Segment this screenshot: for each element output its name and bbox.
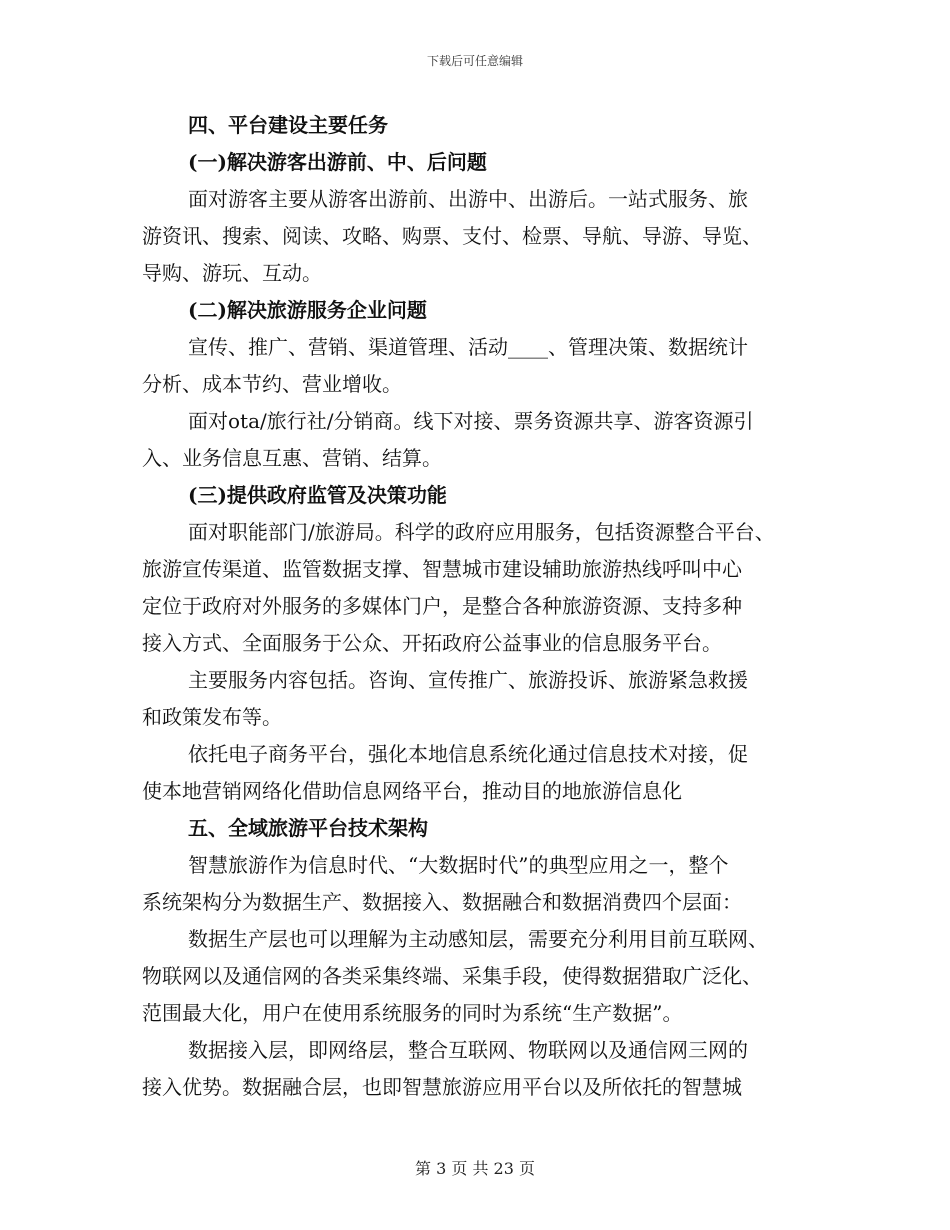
paragraph-line: 数据接入层，即网络层，整合互联网、物联网以及通信网三网的 <box>188 1038 748 1062</box>
paragraph-line: 物联网以及通信网的各类采集终端、采集手段，使得数据猎取广泛化、 <box>142 964 762 988</box>
paragraph-line: 范围最大化，用户在使用系统服务的同时为系统“生产数据”。 <box>142 1001 683 1025</box>
section-heading: 五、全域旅游平台技术架构 <box>188 816 428 840</box>
subsection-heading: (一)解决游客出游前、中、后问题 <box>188 150 487 174</box>
subsection-heading: (三)提供政府监管及决策功能 <box>188 483 447 507</box>
paragraph-line: 定位于政府对外服务的多媒体门户，是整合各种旅游资源、支持多种 <box>142 594 742 618</box>
page-header: 下载后可任意编辑 <box>426 54 523 68</box>
paragraph-line: 面对ota/旅行社/分销商。线下对接、票务资源共享、游客资源引 <box>188 409 754 433</box>
paragraph-line: 面对职能部门/旅游局。科学的政府应用服务，包括资源整合平台、 <box>188 520 775 544</box>
paragraph-line: 面对游客主要从游客出游前、出游中、出游后。一站式服务、旅 <box>188 187 748 211</box>
paragraph-line: 导购、游玩、互动。 <box>142 261 322 285</box>
page-footer: 第 3 页 共 23 页 <box>415 1159 535 1178</box>
paragraph-line: 智慧旅游作为信息时代、“大数据时代”的典型应用之一，整个 <box>188 853 729 877</box>
paragraph-line: 游资讯、搜索、阅读、攻略、购票、支付、检票、导航、导游、导览、 <box>142 224 762 248</box>
paragraph-line: 和政策发布等。 <box>142 705 282 729</box>
paragraph-line: 接入优势。数据融合层，也即智慧旅游应用平台以及所依托的智慧城 <box>142 1075 742 1099</box>
paragraph-line: 使本地营销网络化借助信息网络平台，推动目的地旅游信息化 <box>142 779 682 803</box>
subsection-heading: (二)解决旅游服务企业问题 <box>188 298 427 322</box>
paragraph-line: 主要服务内容包括。咨询、宣传推广、旅游投诉、旅游紧急救援 <box>188 668 748 692</box>
paragraph-line: 入、业务信息互惠、营销、结算。 <box>142 446 442 470</box>
paragraph-line: 宣传、推广、营销、渠道管理、活动____、管理决策、数据统计 <box>188 335 748 359</box>
paragraph-line: 接入方式、全面服务于公众、开拓政府公益事业的信息服务平台。 <box>142 631 722 655</box>
paragraph-line: 分析、成本节约、营业增收。 <box>142 372 402 396</box>
paragraph-line: 数据生产层也可以理解为主动感知层，需要充分利用目前互联网、 <box>188 927 768 951</box>
paragraph-line: 系统架构分为数据生产、数据接入、数据融合和数据消费四个层面： <box>142 890 742 914</box>
section-heading: 四、平台建设主要任务 <box>188 113 388 137</box>
paragraph-line: 旅游宣传渠道、监管数据支撑、智慧城市建设辅助旅游热线呼叫中心 <box>142 557 742 581</box>
paragraph-line: 依托电子商务平台，强化本地信息系统化通过信息技术对接，促 <box>188 742 748 766</box>
